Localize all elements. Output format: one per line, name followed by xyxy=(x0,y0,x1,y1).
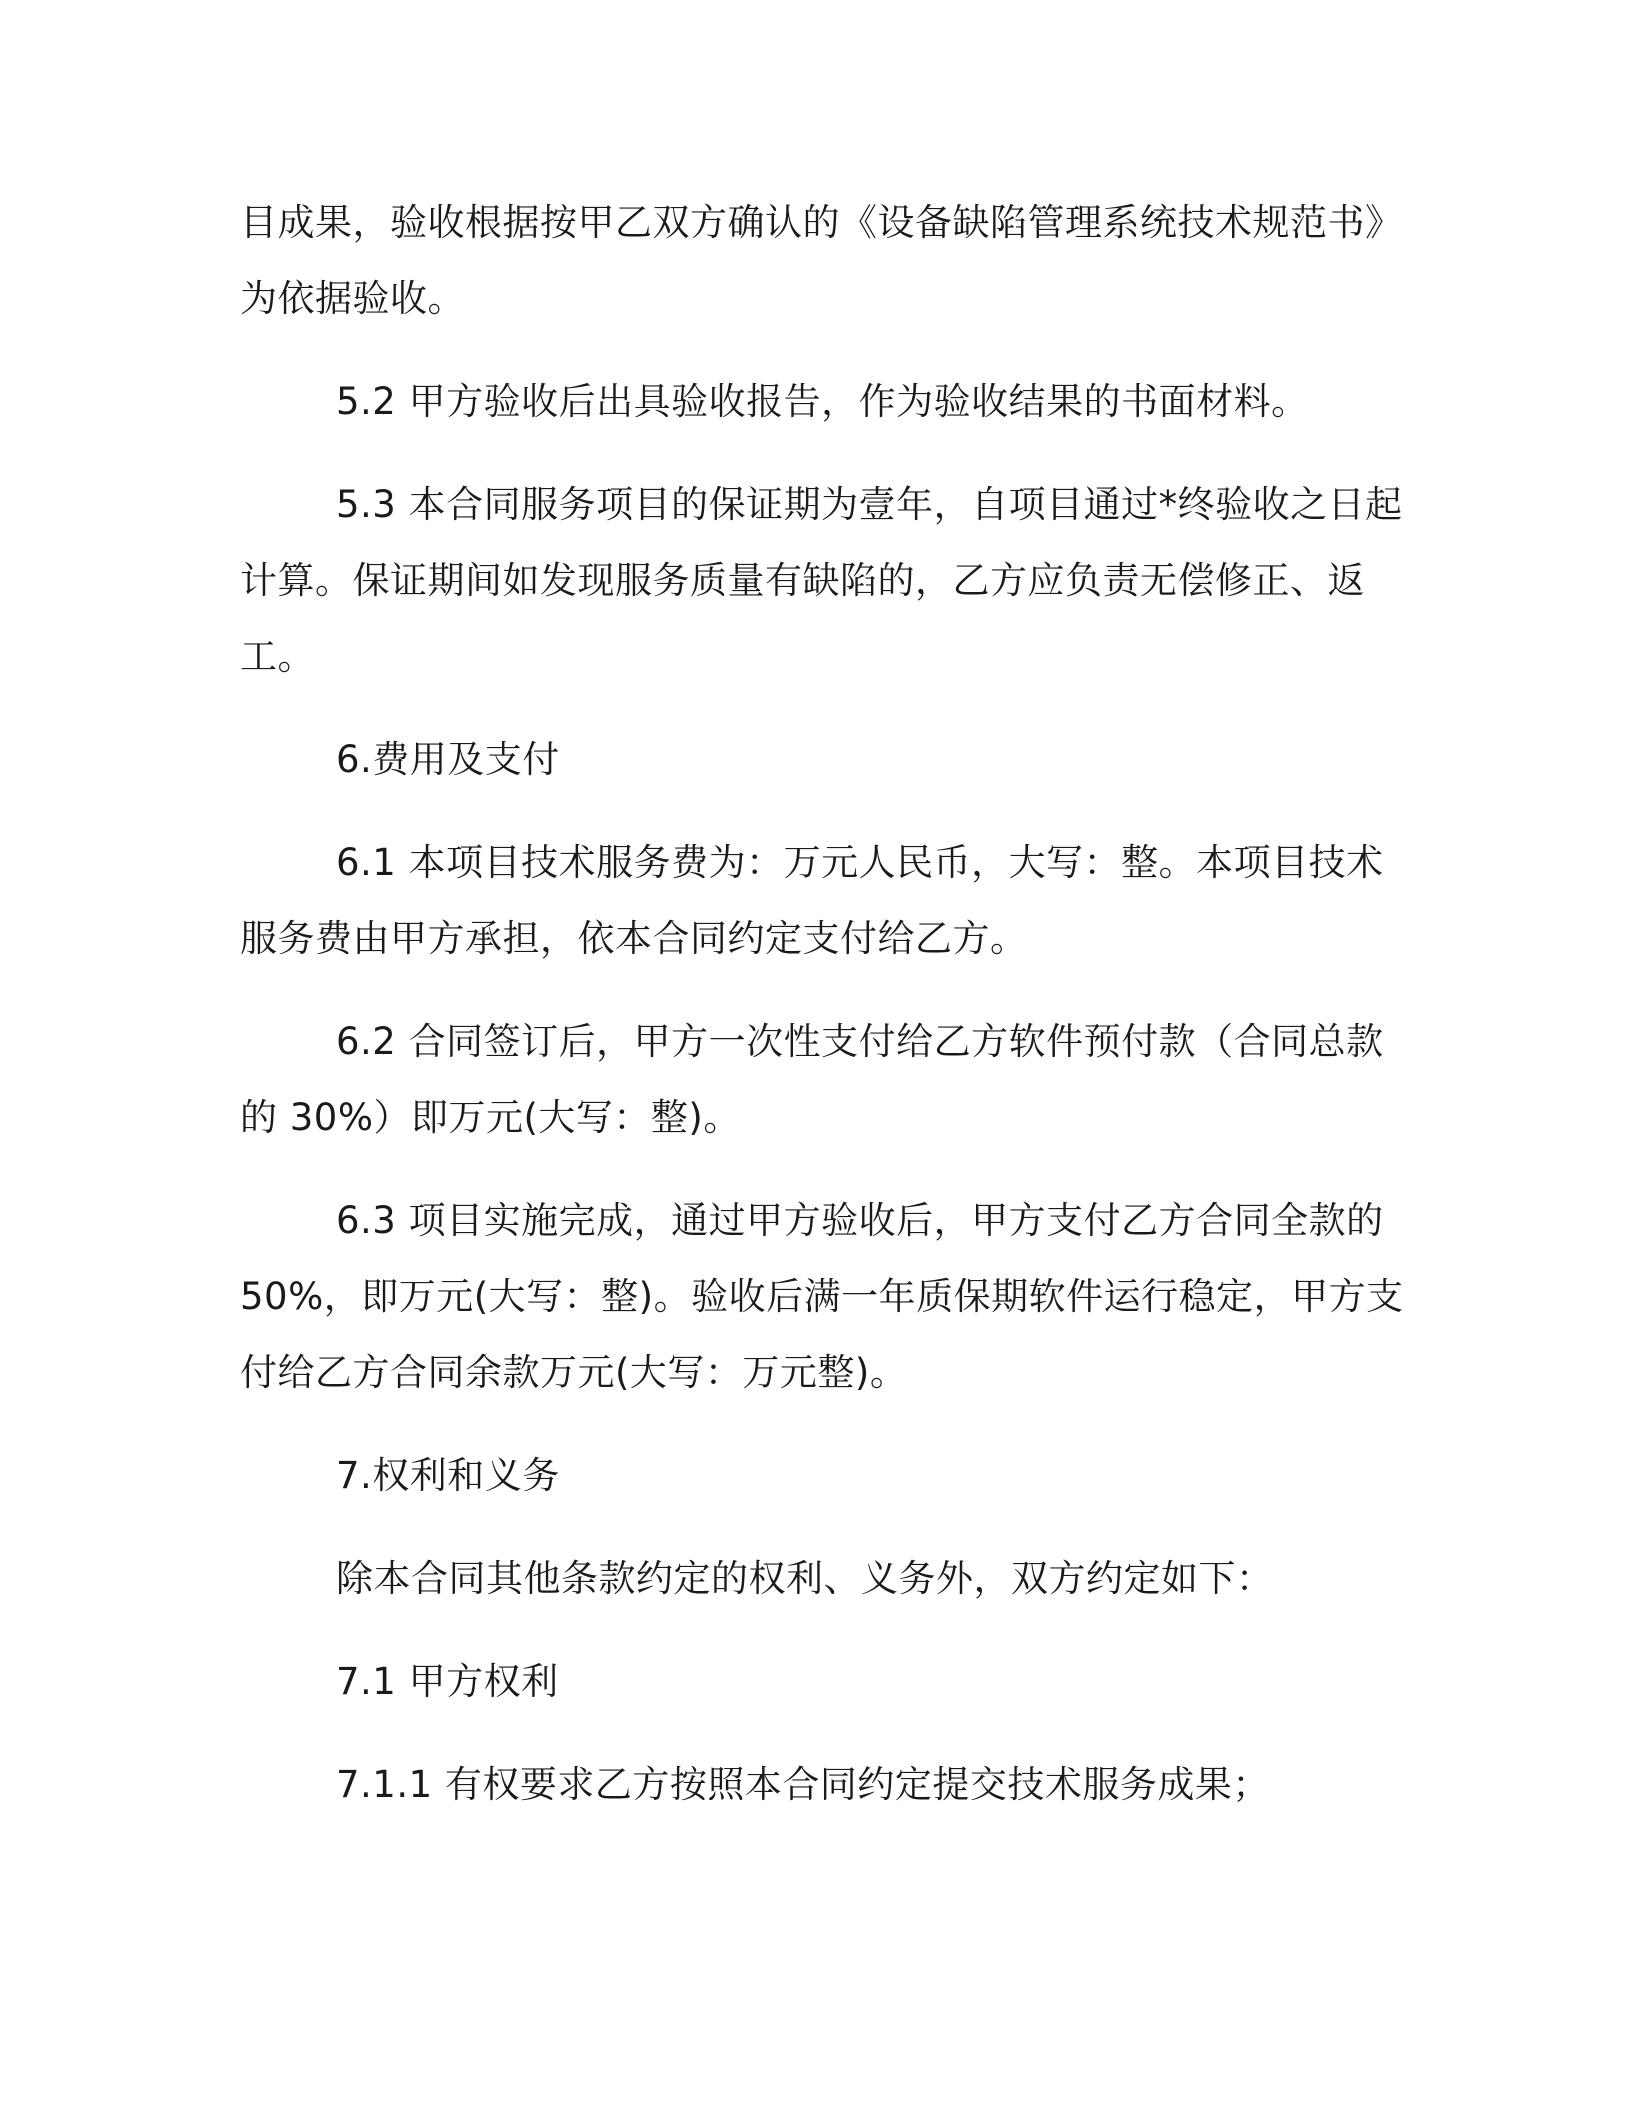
section-heading-7 xyxy=(240,1438,1390,1514)
text-line: 5.3 本合同服务项目的保证期为壹年，自项目通过*终验收之日起 xyxy=(336,483,1403,526)
text-line: 计算。保证期间如发现服务质量有缺陷的，乙方应负责无偿修正、返 xyxy=(240,559,1365,602)
text-line: 6.2 合同签订后，甲方一次性支付给乙方软件预付款（合同总款 xyxy=(336,1020,1384,1063)
paragraph-7-1-1 xyxy=(240,1747,1390,1823)
paragraph-5-1-continuation xyxy=(240,185,1403,337)
paragraph-6-1 xyxy=(240,825,1390,977)
text-line: 为依据验收。 xyxy=(240,277,465,320)
text-line: 7.权利和义务 xyxy=(336,1454,560,1497)
text-line: 6.3 项目实施完成，通过甲方验收后，甲方支付乙方合同全款的 xyxy=(336,1199,1384,1242)
text-line: 工。 xyxy=(240,635,315,678)
text-line: 6.费用及支付 xyxy=(336,738,560,781)
paragraph-5-2 xyxy=(240,364,1390,440)
text-line: 目成果，验收根据按甲乙双方确认的《设备缺陷管理系统技术规范书》 xyxy=(240,201,1403,244)
text-line: 7.1.1 有权要求乙方按照本合同约定提交技术服务成果； xyxy=(336,1763,1270,1806)
paragraph-6-2 xyxy=(240,1004,1390,1156)
subsection-heading-7-1 xyxy=(240,1644,1390,1720)
paragraph-6-3 xyxy=(240,1183,1404,1411)
section-heading-6 xyxy=(240,722,1390,798)
text-line: 付给乙方合同余款万元(大写：万元整)。 xyxy=(240,1351,908,1394)
paragraph-7-intro xyxy=(240,1541,1390,1617)
text-line: 除本合同其他条款约定的权利、义务外，双方约定如下： xyxy=(336,1557,1274,1600)
text-line: 5.2 甲方验收后出具验收报告，作为验收结果的书面材料。 xyxy=(336,380,1309,423)
text-line: 6.1 本项目技术服务费为：万元人民币，大写：整。本项目技术 xyxy=(336,841,1384,884)
text-line: 服务费由甲方承担，依本合同约定支付给乙方。 xyxy=(240,917,1028,960)
document-page xyxy=(240,185,1404,1823)
text-line: 的 30%）即万元(大写：整)。 xyxy=(240,1096,741,1139)
text-line: 50%，即万元(大写：整)。验收后满一年质保期软件运行稳定，甲方支 xyxy=(240,1275,1404,1318)
paragraph-5-3 xyxy=(240,467,1403,695)
text-line: 7.1 甲方权利 xyxy=(336,1660,559,1703)
